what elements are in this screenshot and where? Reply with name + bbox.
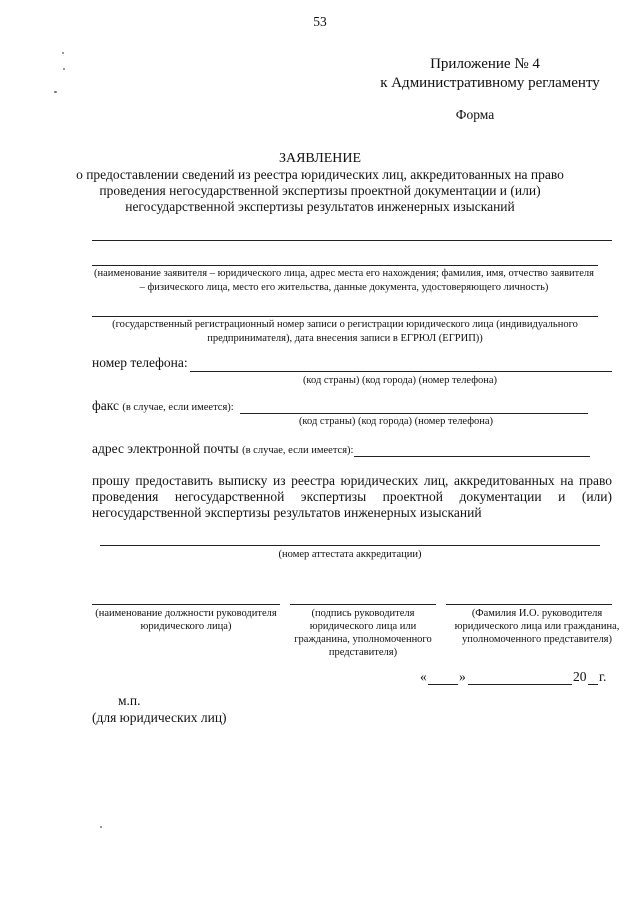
phone-hint: (код страны) (код города) (номер телефона): [302, 375, 498, 386]
email-label: [92, 441, 353, 459]
request-line-1: прошу предоставить выписку из реестра юридических лиц, аккредитованных на право: [92, 473, 612, 488]
form-label: Форма: [455, 107, 495, 122]
signature-hint-4: представителя): [328, 647, 398, 658]
fax-hint: (код страны) (код города) (номер телефона): [298, 416, 494, 427]
applicant-line-2[interactable]: [92, 265, 598, 266]
full-name-hint-3: уполномоченного представителя): [461, 634, 613, 645]
fax-label-text: факс: [92, 398, 119, 413]
appendix-reference: к Административному регламенту: [380, 75, 600, 91]
date-year-prefix: 20: [573, 669, 587, 684]
date-field[interactable]: [420, 669, 612, 687]
email-input-line[interactable]: [354, 456, 590, 457]
appendix-number: Приложение № 4: [430, 56, 540, 72]
phone-input-line[interactable]: [190, 371, 612, 372]
title-line-3: негосударственной экспертизы результатов инженерных изысканий: [125, 199, 515, 214]
signature-hint-1: (подпись руководителя: [311, 608, 415, 619]
position-hint-1: (наименование должности руководителя: [95, 608, 277, 619]
phone-label: номер телефона:: [92, 355, 188, 370]
date-month-line[interactable]: [468, 684, 572, 685]
registration-hint-1: (государственный регистрационный номер записи о регистрации юридического лица (индивидуального: [112, 319, 578, 330]
scan-speck: [62, 52, 64, 54]
stamp-label: м.п.: [118, 693, 141, 708]
scan-speck: [54, 91, 57, 93]
registration-line[interactable]: [92, 316, 598, 317]
scan-speck: [100, 826, 102, 828]
scan-speck: [63, 68, 65, 70]
position-hint-2: юридического лица): [140, 621, 232, 632]
title-line-1: о предоставлении сведений из реестра юридических лиц, аккредитованных на право: [76, 167, 564, 182]
email-label-text: адрес электронной почты: [92, 441, 239, 456]
applicant-hint-2: – физического лица, место его жительства, данные документа, удостоверяющего личность): [139, 282, 549, 293]
date-close-quote: »: [459, 669, 466, 684]
position-line[interactable]: [92, 604, 280, 605]
signature-hint-2: юридического лица или: [309, 621, 417, 632]
date-year-line[interactable]: [588, 684, 598, 685]
signature-hint-3: гражданина, уполномоченного: [294, 634, 432, 645]
page-number: 53: [313, 14, 327, 29]
title-line-2: проведения негосударственной экспертизы проектной документации и (или): [99, 183, 541, 198]
applicant-hint-1: (наименование заявителя – юридического лица, адрес места его нахождения; фамилия, имя, отчество заявителя: [94, 268, 594, 279]
date-day-line[interactable]: [428, 684, 458, 685]
date-year-suffix: г.: [599, 669, 607, 684]
certificate-hint: (номер аттестата аккредитации): [278, 549, 422, 560]
full-name-hint-2: юридического лица или гражданина,: [454, 621, 620, 632]
stamp-note: (для юридических лиц): [92, 710, 227, 725]
date-open-quote: «: [420, 669, 427, 684]
email-qualifier: (в случае, если имеется):: [242, 445, 354, 456]
registration-hint-2: предпринимателя), дата внесения записи в ЕГРЮЛ (ЕГРИП)): [207, 333, 483, 344]
fax-input-line[interactable]: [240, 413, 588, 414]
fax-label: [92, 398, 234, 416]
signature-line[interactable]: [290, 604, 436, 605]
document-title: ЗАЯВЛЕНИЕ: [278, 151, 362, 166]
request-line-3: негосударственной экспертизы результатов инженерных изысканий: [92, 505, 482, 520]
full-name-hint-1: (Фамилия И.О. руководителя: [471, 608, 603, 619]
applicant-line-1[interactable]: [92, 240, 612, 241]
certificate-input-line[interactable]: [100, 545, 600, 546]
fax-qualifier: (в случае, если имеется):: [122, 402, 234, 413]
request-line-2: проведения негосударственной экспертизы проектной документации и (или): [92, 489, 612, 504]
full-name-line[interactable]: [446, 604, 612, 605]
